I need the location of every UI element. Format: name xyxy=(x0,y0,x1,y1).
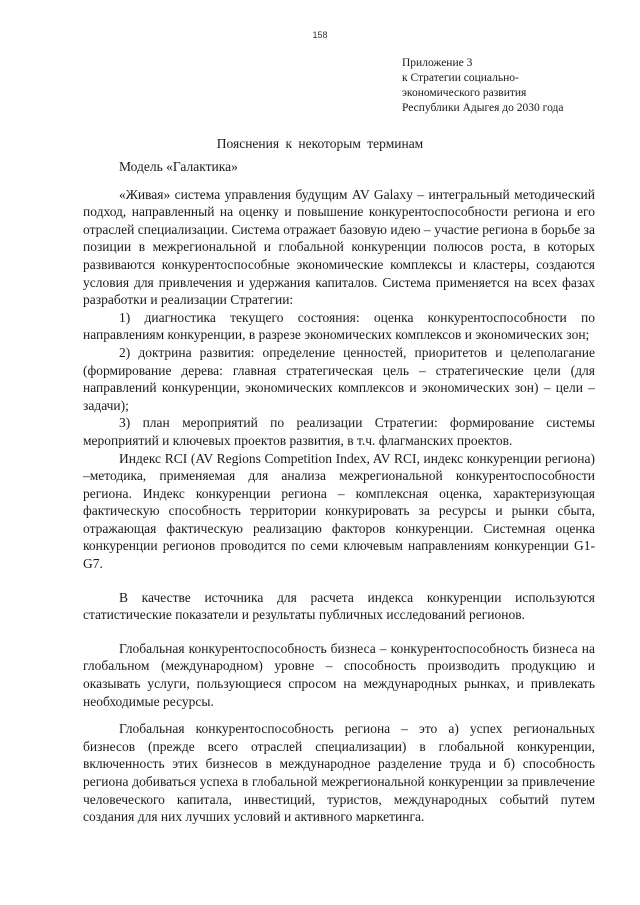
list-item-diagnostics: 1) диагностика текущего состояния: оценка конкурентоспособности по направлениям конкуренции, в разрезе экономических комплексов и экономических зон; xyxy=(83,309,595,343)
section-heading-galaxy-model: Модель «Галактика» xyxy=(119,159,238,174)
paragraph-business-competitiveness: Глобальная конкурентоспособность бизнеса – конкурентоспособность бизнеса на глобальном (международном) уровне – способность производить продукцию и оказывать услуги, пользующиеся спросом на международных рынках, и привлекать необходимые ресурсы. xyxy=(83,640,595,709)
paragraph-rci-index: Индекс RCI (AV Regions Competition Index, AV RCI, индекс конкуренции региона) –методика, применяемая для анализа межрегиональной конкурентоспособности региона. Индекс конкуренции региона – комплексная оценка, характеризующая фактическую способность территории конкурировать за ресурсы и рынки сбыта, отражающая фактическую реализацию факторов конкуренции. Системная оценка конкуренции регионов проводится по семи ключевым направлениям конкуренции G1-G7. xyxy=(83,450,595,572)
paragraph-galaxy-system: «Живая» система управления будущим AV Galaxy – интегральный методический подход, направленный на оценку и повышение конкурентоспособности региона и его отраслей специализации. Система отражает базовую идею – участие региона в борьбе за позиции в межрегиональной и глобальной конкуренции полюсов роста, в которых развиваются конкурентоспособные экономические комплексы и кластеры, создаются условия для привлечения и удержания капиталов. Система применяется на всех фазах разработки и реализации Стратегии: xyxy=(83,186,595,308)
page-number: 158 xyxy=(312,30,328,40)
list-item-action-plan: 3) план мероприятий по реализации Стратегии: формирование системы мероприятий и ключевых проектов развития, в т.ч. флагманских проектов. xyxy=(83,415,595,448)
paragraph-data-source: В качестве источника для расчета индекса конкуренции используются статистические показатели и результаты публичных исследований регионов. xyxy=(83,589,595,623)
document-body xyxy=(83,158,595,826)
page-title: Пояснения к некоторым терминам xyxy=(216,136,424,151)
appendix-line: к Стратегии социально- xyxy=(402,72,519,84)
appendix-line: Приложение 3 xyxy=(402,57,473,69)
appendix-line: экономического развития xyxy=(402,87,527,99)
paragraph-region-competitiveness: Глобальная конкурентоспособность региона – это а) успех региональных бизнесов (прежде всего отраслей специализации) в глобальной конкуренции, включенность этих бизнесов в международное разделение труда и б) способность региона добиваться успеха в глобальной межрегиональной конкуренции за привлечение человеческого капитала, инвестиций, туристов, международных событий путем создания для них лучших условий и активного маркетинга. xyxy=(83,721,595,825)
appendix-note xyxy=(402,56,632,116)
list-item-doctrine: 2) доктрина развития: определение ценностей, приоритетов и целеполагание (формирование дерева: главная стратегическая цель – стратегические цели (для направлений конкуренции, экономических комплексов и экономических зон) – цели – задачи); xyxy=(83,344,595,413)
appendix-line: Республики Адыгея до 2030 года xyxy=(402,102,564,114)
